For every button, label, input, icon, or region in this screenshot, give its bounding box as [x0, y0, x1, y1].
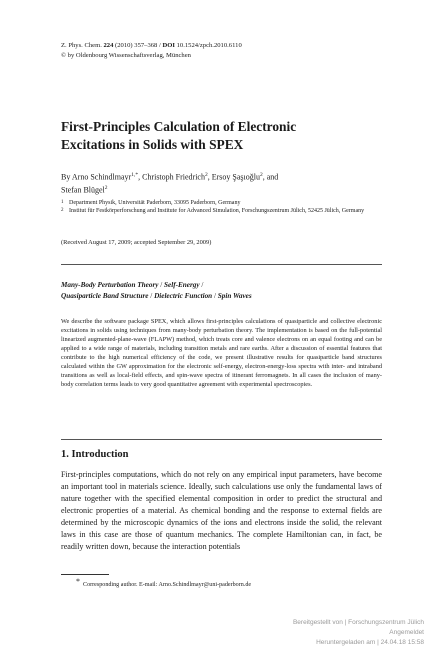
author-name: By Arno Schindlmayr — [61, 172, 132, 182]
author-conjunction: , and — [262, 172, 279, 182]
doi-value[interactable]: 10.1524/zpch.2010.6110 — [174, 42, 242, 49]
footnote-text: Corresponding author. E-mail: Arno.Schindlmayr@uni-paderborn.de — [83, 582, 252, 589]
divider — [61, 264, 382, 265]
keyword: Quasiparticle Band Structure — [61, 292, 149, 300]
citation-prefix: Z. Phys. Chem. — [61, 42, 104, 49]
affiliation-item — [61, 199, 391, 207]
author-line-1 — [61, 170, 381, 183]
keyword-separator: / — [148, 292, 155, 300]
citation-line — [61, 41, 391, 51]
keyword: Dielectric Function — [154, 292, 213, 300]
affiliation-text: Department Physik, Universität Paderborn, 33095 Paderborn, Germany — [69, 200, 241, 206]
keywords-line-1 — [61, 280, 391, 291]
author-mark: 2 — [104, 185, 108, 192]
keyword-separator: / — [158, 281, 165, 289]
stamp-line: Angemeldet — [389, 629, 424, 636]
keywords-line-2 — [61, 291, 391, 302]
download-stamp — [293, 618, 424, 648]
author-line-2 — [61, 183, 381, 196]
publisher-line: © by Oldenbourg Wissenschaftsverlag, München — [61, 52, 191, 59]
title-line-1: First-Principles Calculation of Electronic — [61, 119, 297, 134]
stamp-line: Heruntergeladen am | 24.04.18 15:58 — [316, 639, 424, 646]
section-heading: 1. Introduction — [61, 449, 129, 460]
doi-label: DOI — [162, 42, 175, 49]
affiliation-text: Institut für Festkörperforschung and Institute for Advanced Simulation, Forschungszentrum Jülich, 52425 Jülich, Germany — [69, 208, 365, 215]
author-mark: 2 — [259, 172, 263, 178]
author-mark: 1,* — [131, 172, 139, 178]
stamp-line: Bereitgestellt von | Forschungszentrum Jülich — [292, 619, 424, 626]
affiliation-number: 2 — [61, 208, 64, 214]
author-list — [61, 170, 381, 196]
footnote-divider — [61, 574, 109, 575]
title-line-2: Excitations in Solids with SPEX — [61, 137, 244, 152]
citation-pages: (2010) 357–368 / — [113, 42, 163, 49]
affiliation-item — [61, 207, 391, 215]
received-dates: (Received August 17, 2009; accepted September 29, 2009) — [61, 239, 212, 246]
author-name: , Ersoy Şaşıoğlu — [207, 172, 260, 182]
footnote-mark: * — [76, 577, 80, 586]
author-mark: 2 — [204, 172, 208, 178]
keyword-separator: / — [212, 292, 218, 300]
author-name: , Christoph Friedrich — [138, 172, 205, 182]
paper-title — [61, 118, 391, 154]
keywords — [61, 280, 391, 302]
divider — [61, 439, 382, 440]
footnote — [76, 577, 251, 589]
journal-citation — [61, 41, 391, 61]
abstract: We describe the software package SPEX, which allows first-principles calculations of quasiparticle and collective electronic excitations in solids using techniques from many-body perturbation theory. The implementation is based on the full-potential linearized augmented-plane-wave (FLAPW) method, which treats core and valence electrons on an equal footing and can be applied to a wide range of materials, including transition metals and rare earths. After a discussion of essential features that contribute to the high numerical efficiency of the code, we present illustrative results for quasiparticle band structures calculated within the GW approximation for the electronic self-energy, electron-energy-loss spectra with inter- and intraband transitions as well as local-field effects, and spin-wave spectra of itinerant ferromagnets. In all cases the inclusion of many-body correlation terms leads to very good quantitative agreement with experimental spectroscopies. — [61, 318, 382, 388]
keyword: Self-Energy — [164, 281, 200, 289]
volume: 224 — [103, 42, 114, 49]
keyword: Spin Waves — [217, 292, 252, 300]
affiliations — [61, 199, 391, 216]
keyword: Many-Body Perturbation Theory — [61, 281, 159, 289]
affiliation-number: 1 — [61, 200, 64, 205]
author-name: Stefan Blügel — [61, 185, 105, 195]
section-body: First-principles computations, which do not rely on any empirical input parameters, have become an important tool in materials science. Ideally, such calculations use only the fundamental laws of nature together with the specified elemental composition in order to predict the structural and electronic properties of a material. As chemical bonding and the response to external fields are determined by the microscopic dynamics of the ions and electrons inside the solid, the relevant laws in this case are those of quantum mechanics. The complete Hamiltonian can, in fact, be readily written down, because the interaction potentials — [61, 470, 382, 551]
keyword-separator: / — [199, 281, 204, 289]
